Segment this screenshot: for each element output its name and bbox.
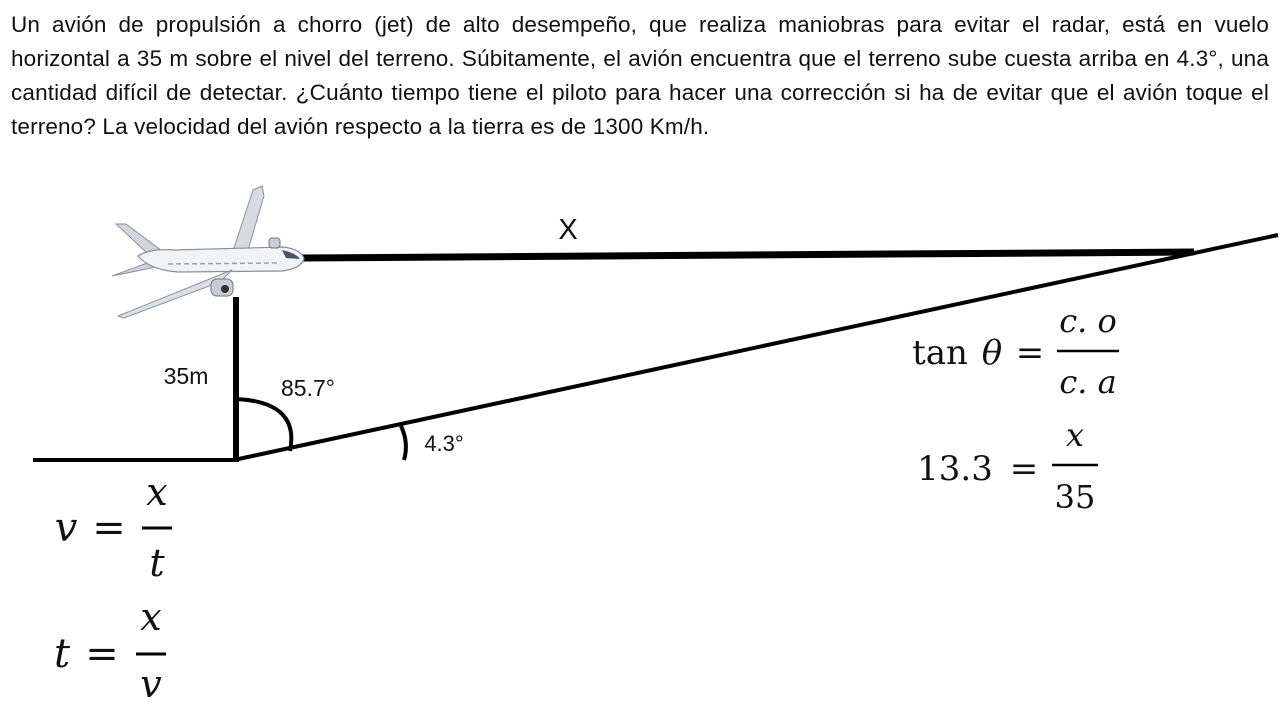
- numeric-equals: =: [1009, 449, 1039, 489]
- tan-denominator: c. a: [1059, 363, 1117, 401]
- slope-angle-label: 4.3°: [424, 431, 464, 456]
- angle-arc-slope: [401, 426, 406, 460]
- tan-equals: =: [1015, 333, 1045, 373]
- velocity-lhs: v: [54, 505, 78, 551]
- time-denominator: v: [140, 662, 162, 706]
- time-numerator: x: [140, 595, 162, 639]
- theta-symbol: θ: [981, 333, 1003, 373]
- airplane-icon: [112, 186, 304, 318]
- time-equals: =: [85, 631, 119, 677]
- numeric-lhs: 13.3: [917, 449, 993, 489]
- flight-path-line: [302, 252, 1194, 258]
- tangent-equation: [912, 302, 1119, 401]
- x-label: X: [558, 214, 578, 246]
- height-label: 35m: [163, 363, 209, 389]
- velocity-equals: =: [92, 505, 126, 551]
- numeric-numerator: x: [1065, 416, 1085, 454]
- tan-numerator: c. o: [1059, 302, 1117, 340]
- problem-statement: Un avión de propulsión a chorro (jet) de alto desempeño, que realiza maniobras para evitar el radar, está en vuelo horizontal a 35 m sobre el nivel del terreno. Súbitamente, el avión encuentra que el terreno sube cuesta arriba en 4.3°, una cantidad difícil de detectar. ¿Cuánto tiempo tiene el piloto para hacer una corrección si ha de evitar que el avión toque el terreno? La velocidad del avión respecto a la tierra es de 1300 Km/h.: [11, 12, 1269, 139]
- velocity-numerator: x: [146, 470, 168, 514]
- time-lhs: t: [53, 631, 71, 677]
- time-equation: [54, 595, 166, 706]
- velocity-equation: [55, 470, 172, 585]
- velocity-denominator: t: [149, 541, 165, 585]
- angle-arc-top: [236, 399, 291, 451]
- tan-function: tan: [912, 333, 968, 373]
- numeric-equation: [917, 416, 1098, 516]
- numeric-denominator: 35: [1054, 478, 1096, 516]
- terrain-slope-line: [234, 235, 1278, 460]
- top-angle-label: 85.7°: [281, 375, 335, 401]
